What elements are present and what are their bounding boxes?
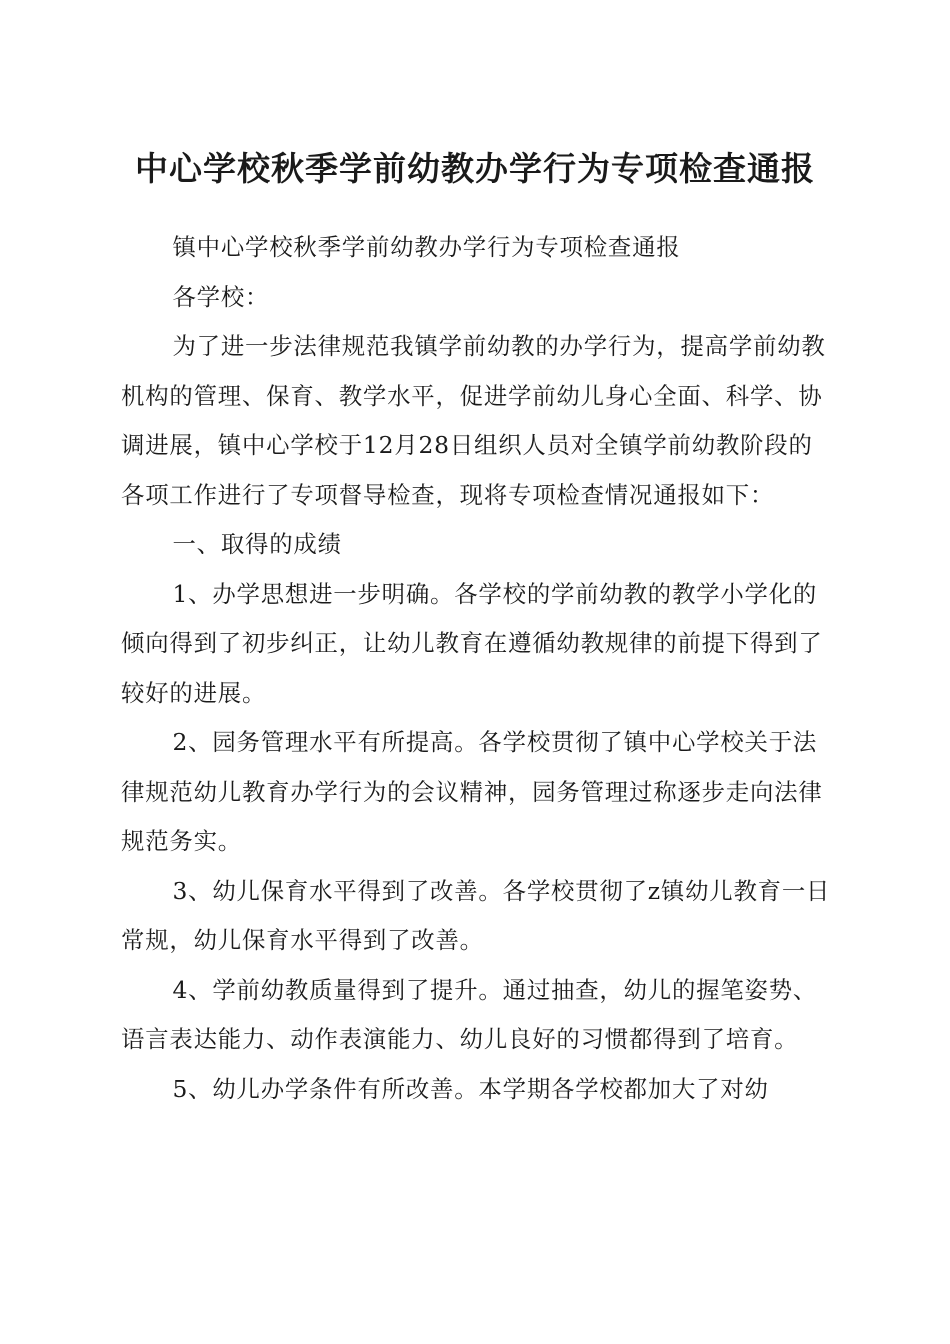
intro-paragraph: 为了进一步法律规范我镇学前幼教的办学行为，提高学前幼教机构的管理、保育、教学水平，促进学前幼儿身心全面、科学、协调进展，镇中心学校于12月28日组织人员对全镇学前幼教阶段的各项工作进行了专项督导检查，现将专项检查情况通报如下： [121, 332, 826, 509]
item-paragraph-2: 2、园务管理水平有所提高。各学校贯彻了镇中心学校关于法律规范幼儿教育办学行为的会议精神，园务管理过称逐步走向法律规范务实。 [121, 728, 823, 855]
section-heading: 一、取得的成绩 [172, 530, 342, 558]
subtitle-paragraph: 镇中心学校秋季学前幼教办学行为专项检查通报 [172, 233, 681, 261]
item-paragraph-4: 4、学前幼教质量得到了提升。通过抽查，幼儿的握笔姿势、语言表达能力、动作表演能力、幼儿良好的习惯都得到了培育。 [121, 975, 818, 1053]
item-paragraph-1: 1、办学思想进一步明确。各学校的学前幼教的教学小学化的倾向得到了初步纠正，让幼儿教育在遵循幼教规律的前提下得到了较好的进展。 [121, 579, 823, 707]
salutation-paragraph: 各学校： [172, 282, 270, 311]
document-body [121, 223, 834, 1114]
item-paragraph-3: 3、幼儿保育水平得到了改善。各学校贯彻了z镇幼儿教育一日常规，幼儿保育水平得到了改善。 [121, 876, 831, 954]
document-title: 中心学校秋季学前幼教办学行为专项检查通报 [135, 149, 815, 188]
item-paragraph-5: 5、幼儿办学条件有所改善。本学期各学校都加大了对幼 [172, 1074, 769, 1103]
